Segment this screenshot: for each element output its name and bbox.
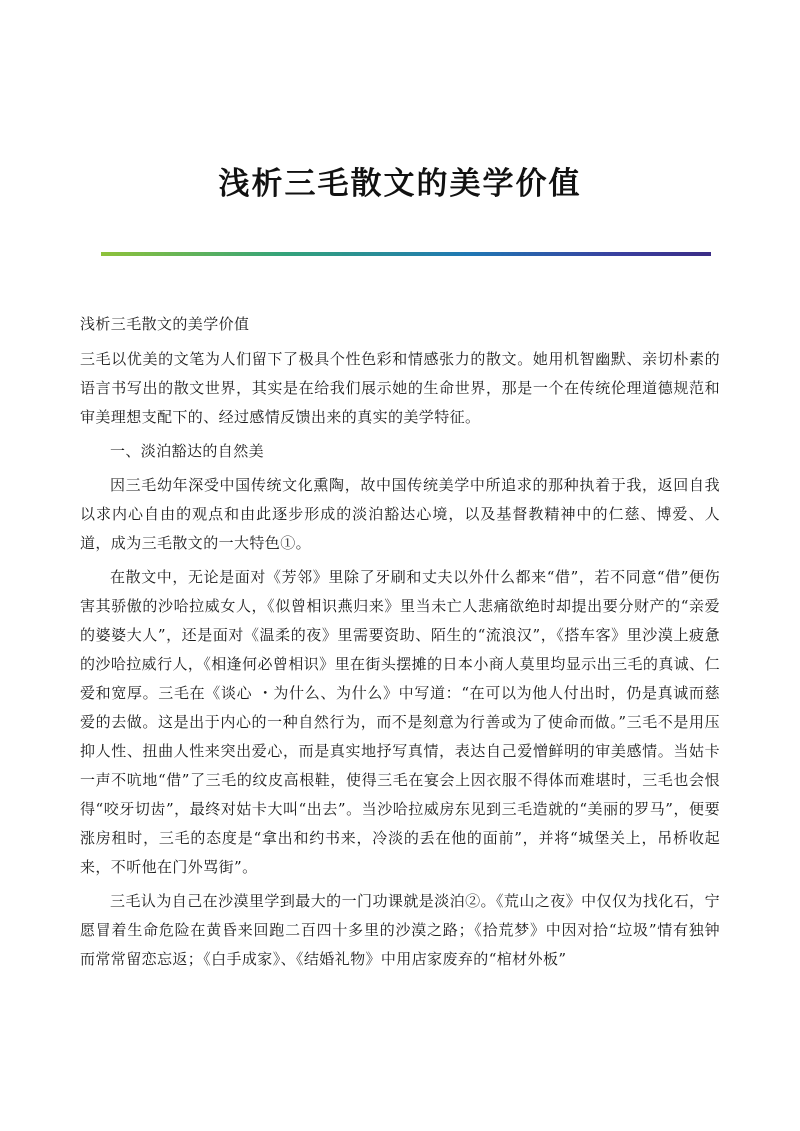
document-title: 浅析三毛散文的美学价值 [218, 166, 582, 202]
paragraph: 因三毛幼年深受中国传统文化熏陶，故中国传统美学中所追求的那种执着于我，返回自我以求内心自由的观点和由此逐步形成的淡泊豁达心境，以及基督教精神中的仁慈、博爱、人道，成为三毛散文的一大特色①。 [80, 476, 720, 552]
document-subtitle: 浅析三毛散文的美学价值 [80, 315, 250, 333]
paragraph-intro: 三毛以优美的文笔为人们留下了极具个性色彩和情感张力的散文。她用机智幽默、亲切朴素的语言书写出的散文世界，其实是在给我们展示她的生命世界，那是一个在传统伦理道德规范和审美理想支配下的、经过感情反馈出来的真实的美学特征。 [80, 350, 720, 426]
section-heading: 一、淡泊豁达的自然美 [110, 442, 265, 460]
title-divider [101, 252, 711, 256]
document-body [80, 310, 720, 979]
paragraph: 在散文中，无论是面对《芳邻》里除了牙刷和丈夫以外什么都来“借”，若不同意“借”便伤害其骄傲的沙哈拉威女人，《似曾相识燕归来》里当未亡人悲痛欲绝时却提出要分财产的“亲爱的婆婆大人”，还是面对《温柔的夜》里需要资助、陌生的“流浪汉”，《搭车客》里沙漠上疲惫的沙哈拉威行人，《相逢何必曾相识》里在街头摆摊的日本小商人莫里均显示出三毛的真诚、仁爱和宽厚。三毛在《谈心 ・为什么、为什么》中写道：“在可以为他人付出时，仍是真诚而慈爱的去做。这是出于内心的一种自然行为，而不是刻意为行善或为了使命而做。”三毛不是用压抑人性、扭曲人性来突出爱心，而是真实地抒写真情，表达自己爱憎鲜明的审美感情。当姑卡一声不吭地“借”了三毛的纹皮高根鞋，使得三毛在宴会上因衣服不得体而难堪时，三毛也会恨得“咬牙切齿”，最终对姑卡大叫“出去”。当沙哈拉威房东见到三毛造就的“美丽的罗马”，便要涨房租时，三毛的态度是“拿出和约书来，冷淡的丢在他的面前”，并将“城堡关上，吊桥收起来，不听他在门外骂街”。 [80, 568, 720, 876]
paragraph: 三毛认为自己在沙漠里学到最大的一门功课就是淡泊②。《荒山之夜》中仅仅为找化石，宁愿冒着生命危险在黄昏来回跑二百四十多里的沙漠之路；《拾荒梦》中因对拾“垃圾”情有独钟而常常留恋忘返；《白手成家》、《结婚礼物》中用店家废弃的“棺材外板” [80, 892, 720, 968]
